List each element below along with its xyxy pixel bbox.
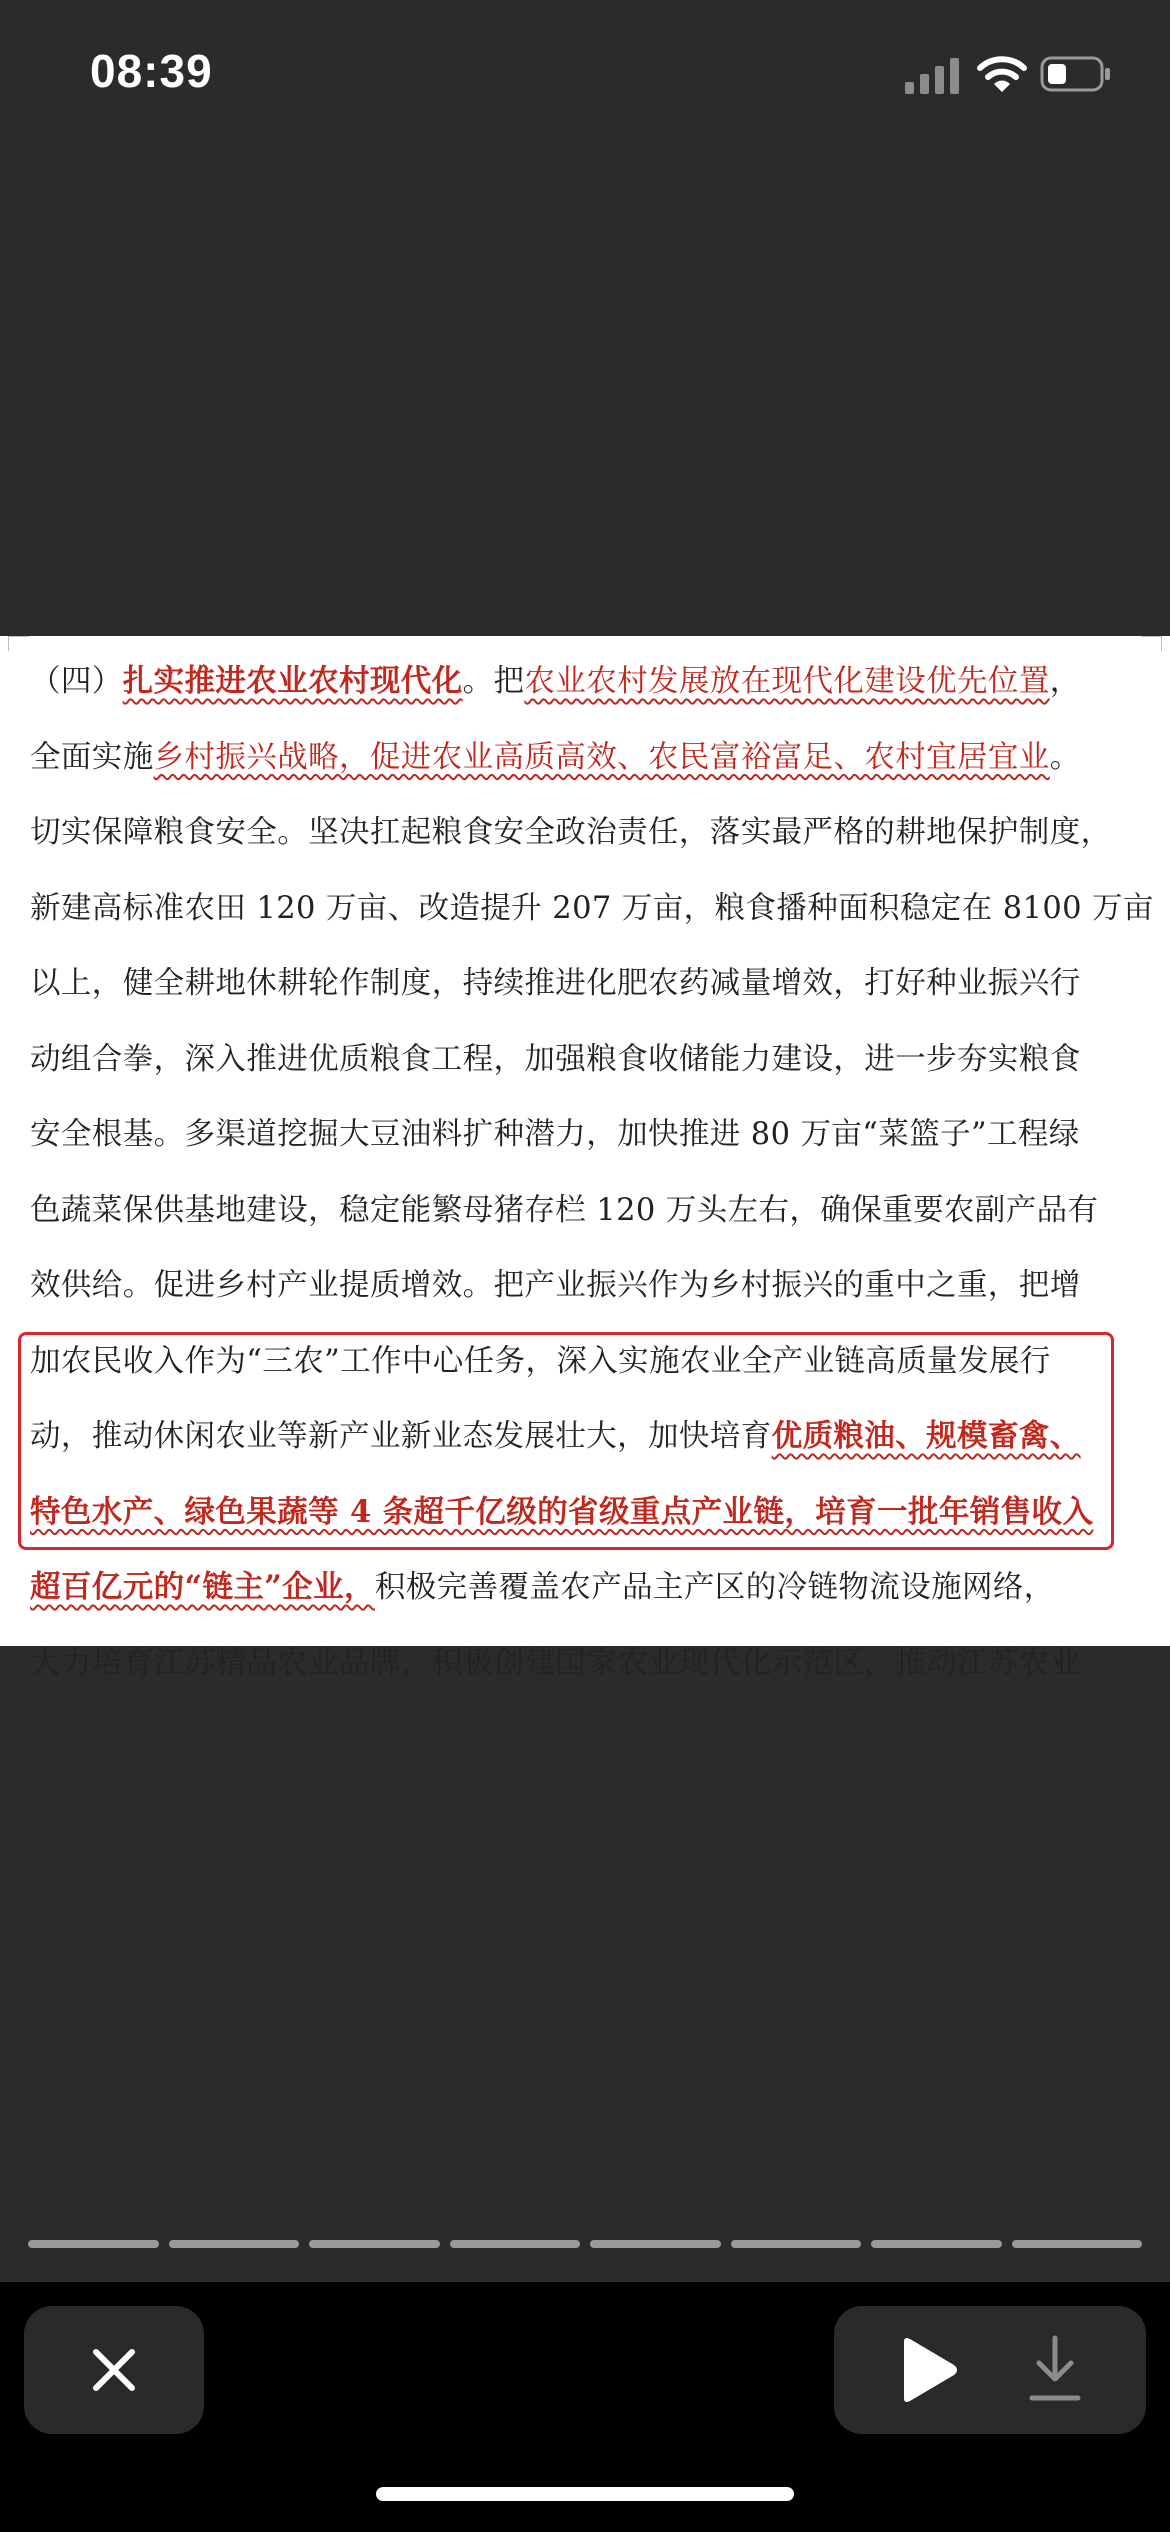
text-segment: 特色水产、绿色果蔬等 4 条超千亿级的省级重点产业链，培育一批年销售收入 bbox=[30, 1493, 1094, 1530]
progress-segment bbox=[450, 2240, 581, 2248]
text-segment: 效供给。促进乡村产业提质增效。把产业振兴作为乡村振兴的重中之重，把增 bbox=[30, 1268, 1081, 1303]
document-line bbox=[30, 946, 1145, 1022]
document-line bbox=[30, 795, 1145, 871]
document-line bbox=[30, 720, 1145, 796]
document-line bbox=[30, 1173, 1145, 1249]
play-icon[interactable] bbox=[892, 2334, 962, 2406]
page-corner-mark bbox=[8, 636, 29, 651]
progress-segment bbox=[169, 2240, 300, 2248]
text-segment: 动，推动休闲农业等新产业新业态发展壮大，加快培育 bbox=[30, 1419, 772, 1454]
media-controls bbox=[834, 2306, 1146, 2434]
document-line bbox=[30, 1550, 1145, 1626]
progress-segment bbox=[590, 2240, 721, 2248]
document-line bbox=[30, 644, 1145, 720]
download-icon[interactable] bbox=[1020, 2332, 1090, 2408]
text-segment: 以上，健全耕地休耕轮作制度，持续推进化肥农药减量增效，打好种业振兴行 bbox=[30, 966, 1081, 1001]
text-segment: 安全根基。多渠道挖掘大豆油料扩种潜力，加快推进 80 万亩“菜篮子”工程绿 bbox=[30, 1117, 1080, 1152]
progress-segment bbox=[309, 2240, 440, 2248]
highlight-box bbox=[18, 1332, 1114, 1550]
progress-segment bbox=[871, 2240, 1002, 2248]
text-segment: ， bbox=[1049, 664, 1081, 699]
text-segment: 切实保障粮食安全。坚决扛起粮食安全政治责任，落实最严格的耕地保护制度， bbox=[30, 815, 1112, 850]
progress-segment bbox=[1012, 2240, 1143, 2248]
text-segment: 色蔬菜保供基地建设，稳定能繁母猪存栏 120 万头左右，确保重要农副产品有 bbox=[30, 1192, 1099, 1228]
text-segment: 乡村振兴战略，促进农业高质高效、农民富裕富足、农村宜居宜业 bbox=[153, 739, 1050, 775]
wifi-icon bbox=[978, 54, 1026, 94]
text-segment: 扎实推进农业农村现代化 bbox=[122, 663, 463, 699]
document-page bbox=[0, 636, 1170, 1681]
close-icon bbox=[90, 2346, 138, 2394]
signal-icon bbox=[905, 58, 959, 94]
status-time: 08:39 bbox=[90, 45, 213, 97]
status-bar bbox=[0, 0, 1170, 150]
text-segment: 加农民收入作为“三农”工作中心任务，深入实施农业全产业链高质量发展行 bbox=[30, 1343, 1051, 1379]
text-segment: 动组合拳，深入推进优质粮食工程，加强粮食收储能力建设，进一步夯实粮食 bbox=[30, 1041, 1081, 1077]
progress-segment bbox=[731, 2240, 862, 2248]
text-segment: 优质粮油、规模畜禽、 bbox=[771, 1418, 1081, 1454]
text-segment: 大力培育江苏精品农业品牌，积极创建国家农业现代化示范区，推动江苏农业 bbox=[30, 1645, 1081, 1681]
text-segment: 。 bbox=[1049, 739, 1081, 775]
home-indicator bbox=[376, 2487, 794, 2501]
progress-segment bbox=[28, 2240, 159, 2248]
document-line bbox=[30, 871, 1154, 947]
text-segment: 超百亿元的“链主”企业， bbox=[30, 1569, 375, 1605]
document-line bbox=[30, 1022, 1145, 1098]
close-button[interactable] bbox=[24, 2306, 204, 2434]
text-segment: 全面实施 bbox=[30, 739, 154, 775]
text-segment: 新建高标准农田 120 万亩、改造提升 207 万亩，粮食播种面积稳定在 8100 万亩 bbox=[30, 890, 1154, 926]
document-line bbox=[30, 1248, 1145, 1324]
document-line bbox=[30, 1097, 1145, 1173]
text-segment: 积极完善覆盖农产品主产区的冷链物流设施网络， bbox=[374, 1570, 1055, 1605]
battery-icon bbox=[1040, 54, 1112, 94]
text-segment: （四） bbox=[30, 664, 123, 699]
text-segment: 农业农村发展放在现代化建设优先位置 bbox=[524, 664, 1050, 699]
document-line bbox=[30, 1626, 1145, 1702]
text-segment: 。把 bbox=[462, 664, 525, 699]
story-progress-bar bbox=[28, 2240, 1142, 2250]
